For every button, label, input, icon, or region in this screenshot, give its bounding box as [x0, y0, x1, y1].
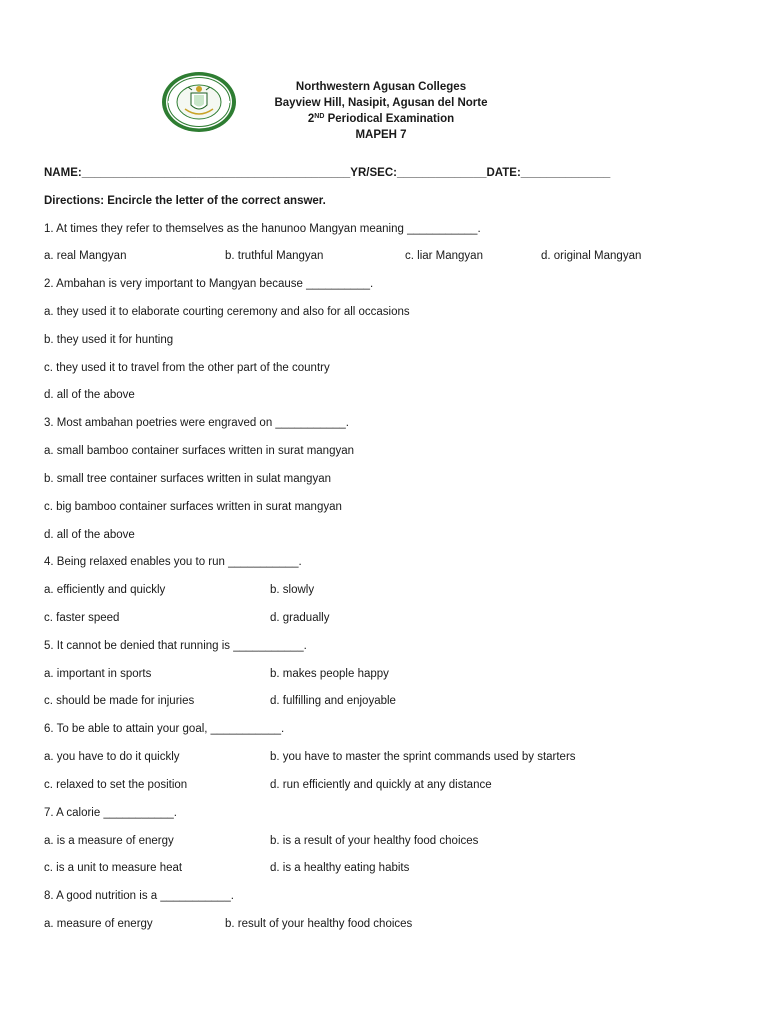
q7-option-c[interactable]: c. is a unit to measure heat [44, 862, 183, 874]
question-2: 2. Ambahan is very important to Mangyan because __________. [44, 278, 374, 290]
q1-option-c[interactable]: c. liar Mangyan [405, 250, 483, 262]
directions: Directions: Encircle the letter of the correct answer. [44, 195, 326, 207]
exam-number: 2 [307, 113, 315, 125]
school-name: Northwestern Agusan Colleges [295, 81, 467, 93]
q4-option-b[interactable]: b. slowly [270, 584, 315, 596]
q1-option-b[interactable]: b. truthful Mangyan [225, 250, 324, 262]
q7-option-d[interactable]: d. is a healthy eating habits [270, 862, 410, 874]
q1-option-d[interactable]: d. original Mangyan [541, 250, 642, 262]
q6-option-d[interactable]: d. run efficiently and quickly at any distance [270, 779, 492, 791]
question-8: 8. A good nutrition is a ___________. [44, 890, 234, 902]
q7-option-b[interactable]: b. is a result of your healthy food choices [270, 835, 479, 847]
q5-option-a[interactable]: a. important in sports [44, 668, 152, 680]
question-5: 5. It cannot be denied that running is ___________. [44, 640, 307, 652]
q8-option-a[interactable]: a. measure of energy [44, 918, 153, 930]
q6-option-c[interactable]: c. relaxed to set the position [44, 779, 188, 791]
q8-option-b[interactable]: b. result of your healthy food choices [225, 918, 413, 930]
q2-option-a[interactable]: a. they used it to elaborate courting ceremony and also for all occasions [44, 306, 410, 318]
q3-option-a[interactable]: a. small bamboo container surfaces written in surat mangyan [44, 445, 355, 457]
q3-option-d[interactable]: d. all of the above [44, 529, 135, 541]
subject-title: MAPEH 7 [355, 129, 407, 141]
question-4: 4. Being relaxed enables you to run ___________. [44, 556, 302, 568]
q4-option-a[interactable]: a. efficiently and quickly [44, 584, 166, 596]
q1-option-a[interactable]: a. real Mangyan [44, 250, 127, 262]
q6-option-a[interactable]: a. you have to do it quickly [44, 751, 180, 763]
q2-option-d[interactable]: d. all of the above [44, 389, 135, 401]
question-3: 3. Most ambahan poetries were engraved on ___________. [44, 417, 349, 429]
q7-option-a[interactable]: a. is a measure of energy [44, 835, 174, 847]
q3-option-c[interactable]: c. big bamboo container surfaces written in surat mangyan [44, 501, 342, 513]
q2-option-c[interactable]: c. they used it to travel from the other part of the country [44, 362, 330, 374]
exam-suffix: ND [314, 113, 325, 120]
q4-option-d[interactable]: d. gradually [270, 612, 330, 624]
exam-title-rest: Periodical Examination [324, 113, 455, 125]
question-7: 7. A calorie ___________. [44, 807, 178, 819]
exam-title [236, 111, 526, 127]
q4-option-c[interactable]: c. faster speed [44, 612, 120, 624]
q5-option-c[interactable]: c. should be made for injuries [44, 695, 195, 707]
q3-option-b[interactable]: b. small tree container surfaces written in sulat mangyan [44, 473, 331, 485]
q5-option-b[interactable]: b. makes people happy [270, 668, 389, 680]
student-info-line: NAME:__________________________________________YR/SEC:______________DATE:______________ [44, 167, 611, 179]
school-address: Bayview Hill, Nasipit, Agusan del Norte [274, 97, 488, 109]
question-1: 1. At times they refer to themselves as the hanunoo Mangyan meaning ___________. [44, 223, 481, 235]
school-seal-logo [161, 71, 237, 133]
exam-header [236, 79, 526, 143]
q2-option-b[interactable]: b. they used it for hunting [44, 334, 174, 346]
question-6: 6. To be able to attain your goal, ___________. [44, 723, 285, 735]
q5-option-d[interactable]: d. fulfilling and enjoyable [270, 695, 396, 707]
q6-option-b[interactable]: b. you have to master the sprint commands used by starters [270, 751, 576, 763]
